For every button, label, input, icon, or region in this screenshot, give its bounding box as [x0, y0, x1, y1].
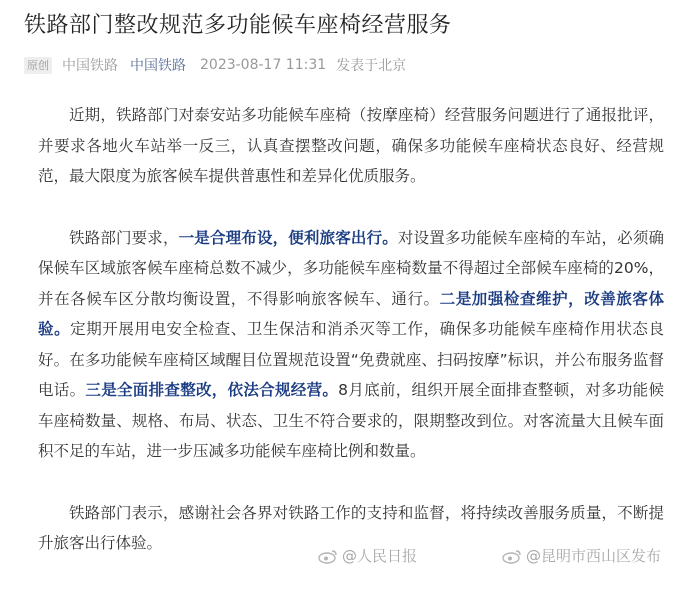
paragraph-requirements: [38, 223, 664, 467]
account-link[interactable]: 中国铁路: [130, 58, 186, 74]
highlight-point-two: 二是加强检查维护，改善旅客体验。: [38, 289, 664, 338]
highlight-point-three: 三是全面排查整改，依法合规经营。: [85, 381, 339, 399]
paragraph-text: 定期开展用电安全检查、卫生保洁和消杀灭等工作，确保多功能候车座椅作用状态良好。在多功能候车座椅区域醒目位置规范设置“免费就座、扫码按摩”标识，并公布服务监督电话。: [38, 320, 664, 399]
highlight-point-one: 一是合理布设，便利旅客出行。: [178, 228, 398, 247]
original-tag: 原创: [24, 57, 52, 74]
author-name: 中国铁路: [62, 58, 118, 74]
watermark-right: [502, 545, 661, 566]
paragraph-text: 8月底前，组织开展全面排查整顿，对多功能候车座椅数量、规格、布局、状态、卫生不符合要求的，限期整改到位。对客流量大且候车面积不足的车站，进一步压减多功能候车座椅比例和数量。: [38, 381, 664, 460]
watermark-left-text: @人民日报: [342, 547, 418, 565]
article-body: [38, 100, 664, 590]
paragraph-intro: 近期，铁路部门对泰安站多功能候车座椅（按摩座椅）经营服务问题进行了通报批评，并要求各地火车站举一反三，认真查摆整改问题，确保多功能候车座椅状态良好、经营规范，最大限度为旅客候车提供普惠性和差异化优质服务。: [38, 106, 664, 185]
paragraph-text: 铁路部门要求，: [69, 228, 179, 247]
article-title: 铁路部门整改规范多功能候车座椅经营服务: [24, 13, 452, 38]
publish-date: 2023-08-17 11:31: [200, 57, 327, 73]
paragraph-text: 对设置多功能候车座椅的车站，必须确保候车区域旅客候车座椅总数不减少，多功能候车座椅数量不得超过全部候车座椅的20%，并在各候车区分散均衡设置，不得影响旅客候车、通行。: [38, 228, 664, 308]
paragraph-closing: 铁路部门表示，感谢社会各界对铁路工作的支持和监督，将持续改善服务质量，不断提升旅客出行体验。: [38, 503, 664, 552]
article-meta: [24, 55, 406, 75]
watermark-left: [318, 545, 417, 566]
weibo-icon: [502, 548, 522, 564]
publish-location: 发表于北京: [336, 58, 407, 74]
weibo-icon: [318, 548, 338, 564]
watermark-right-text: @昆明市西山区发布: [526, 547, 662, 565]
